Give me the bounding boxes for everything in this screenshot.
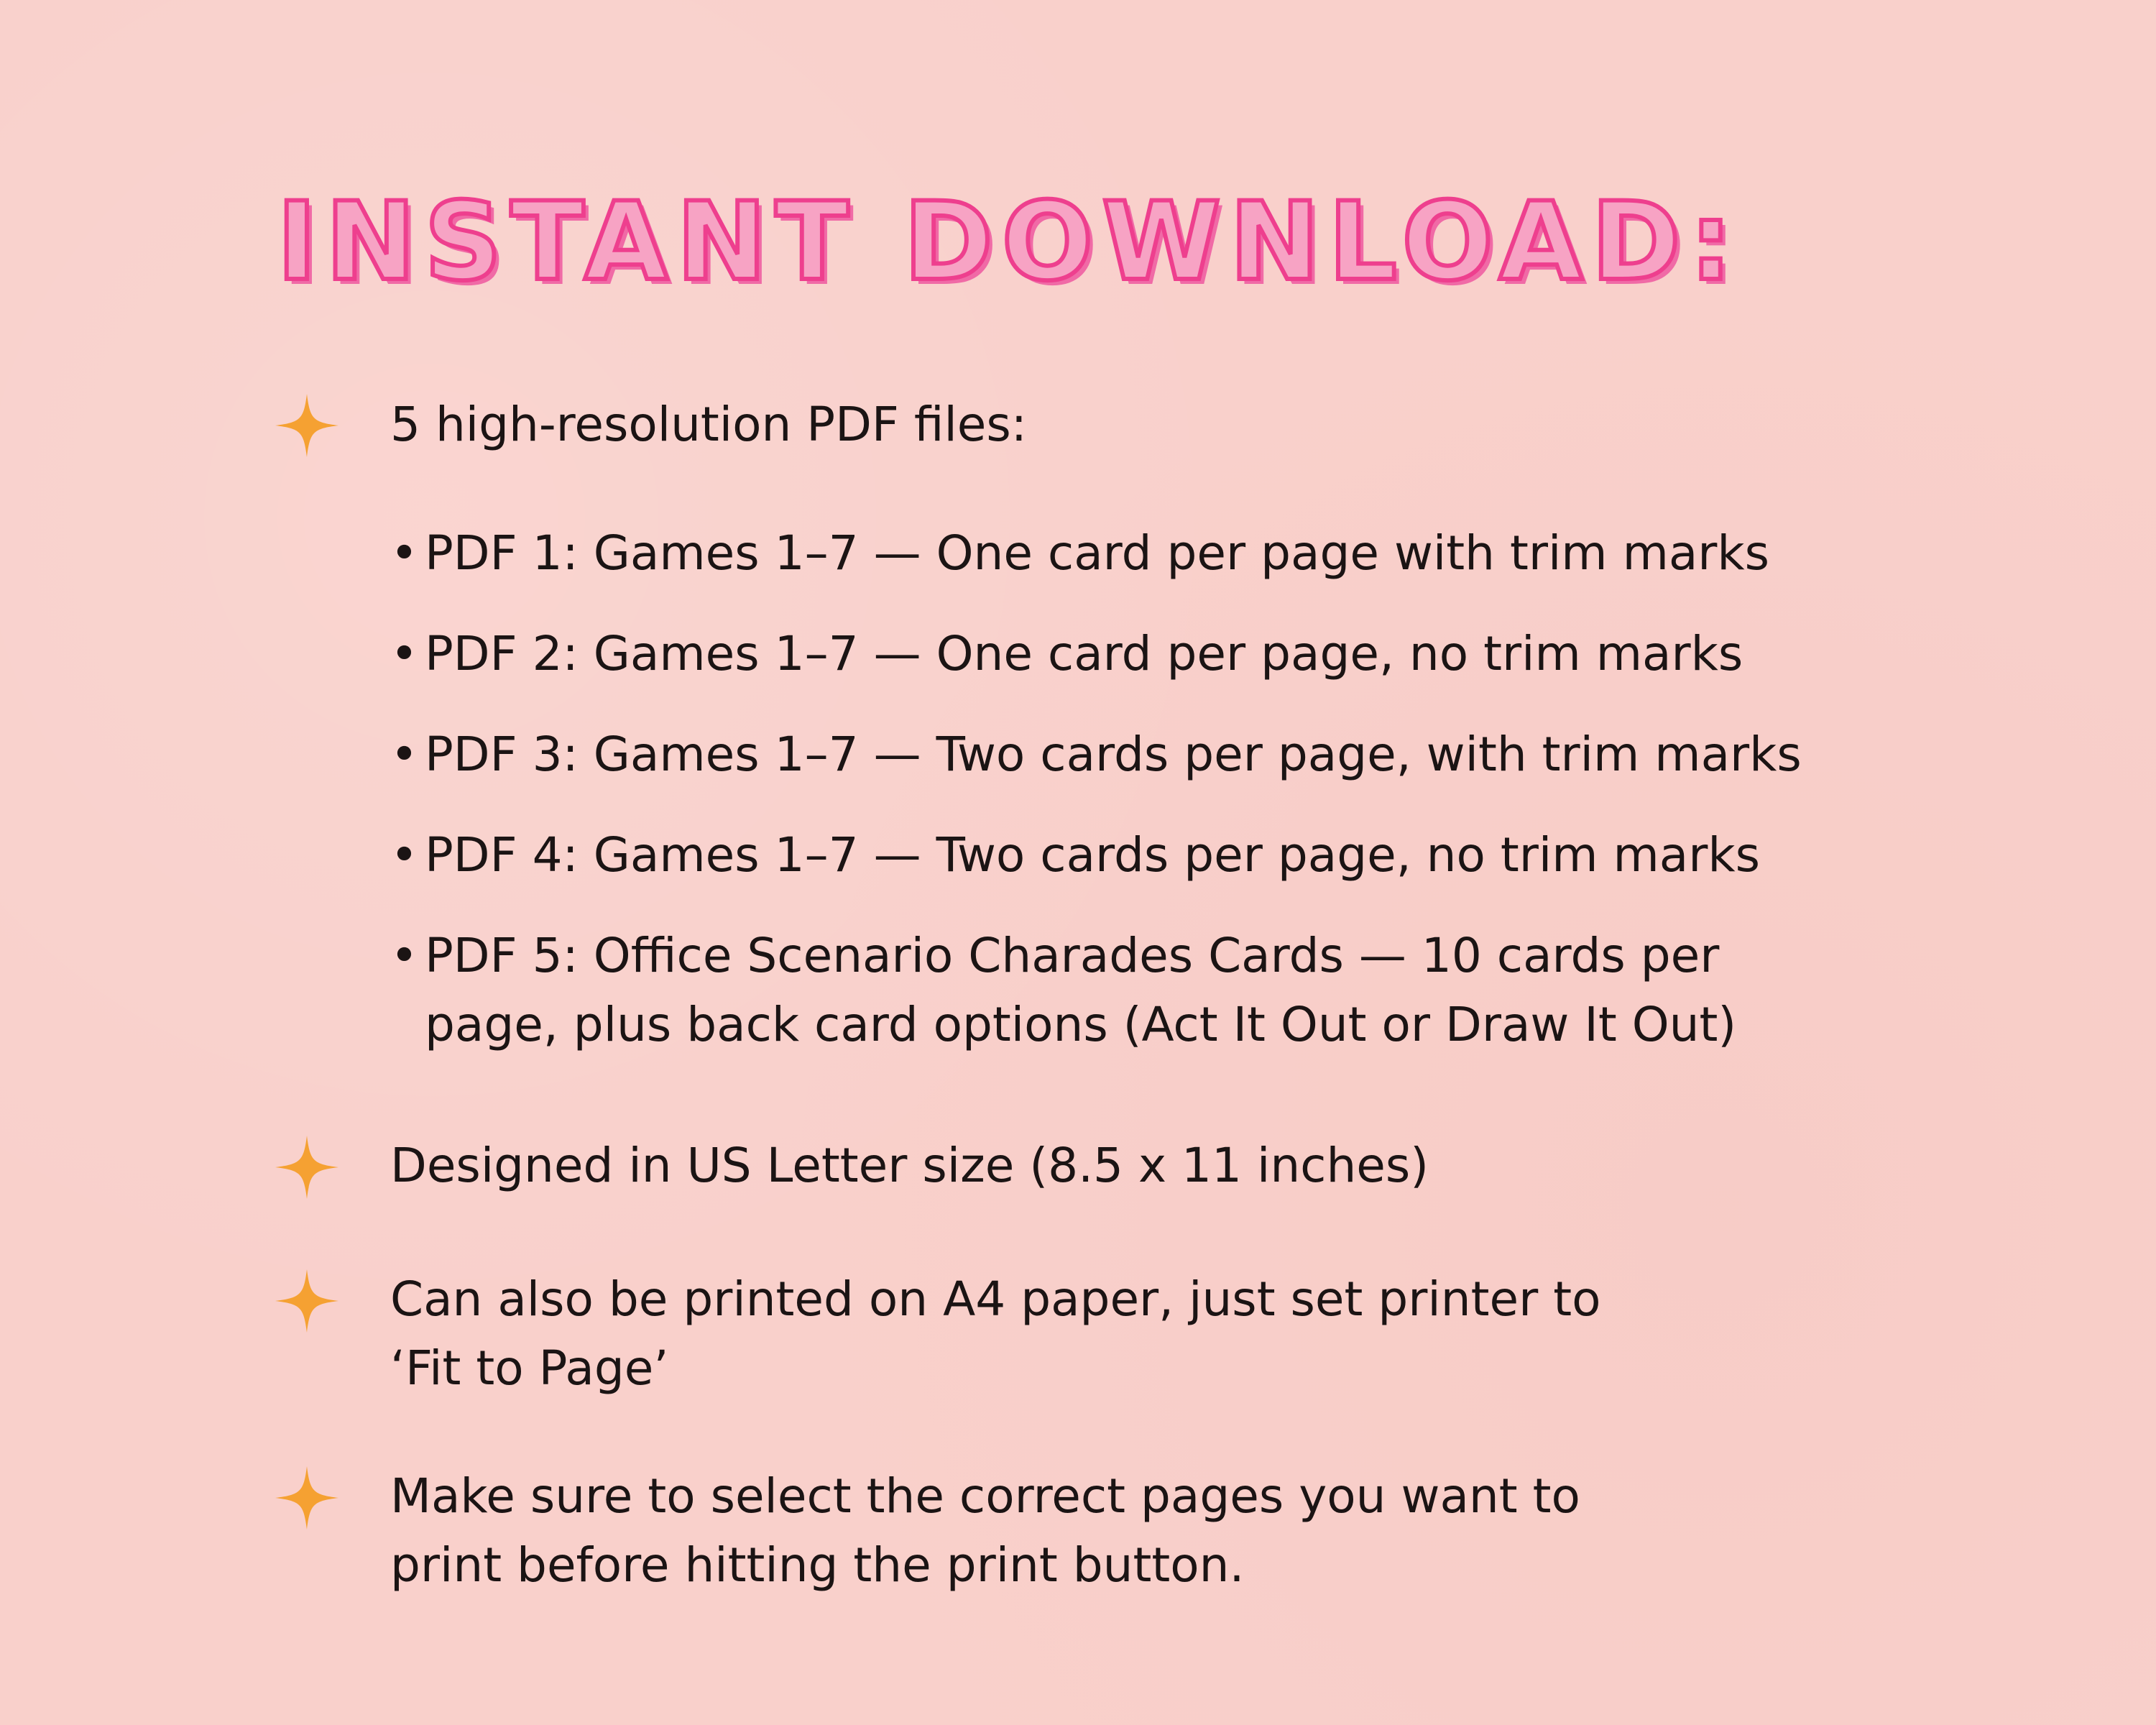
pdf-description: PDF 4: Games 1–7 — Two cards per page, no trim marks	[425, 827, 1760, 883]
bullet: •	[390, 827, 418, 883]
feature-text-line-2: print before hitting the print button.	[390, 1537, 1245, 1593]
pdf-description-line-1: PDF 5: Office Scenario Charades Cards — 10 cards per	[425, 928, 1720, 983]
pdf-description: PDF 2: Games 1–7 — One card per page, no trim marks	[425, 626, 1743, 681]
bullet: •	[390, 525, 418, 581]
sparkle-star-icon	[275, 1269, 338, 1333]
sparkle-star-icon	[275, 1466, 338, 1530]
bullet: •	[390, 626, 418, 681]
feature-text-line-1: Can also be printed on A4 paper, just set printer to	[390, 1271, 1601, 1327]
bullet: •	[390, 727, 418, 782]
pdf-description: PDF 1: Games 1–7 — One card per page with trim marks	[425, 525, 1770, 581]
sparkle-star-icon	[275, 1136, 338, 1199]
bullet: •	[390, 928, 418, 983]
feature-text-line-1: Make sure to select the correct pages you want to	[390, 1468, 1580, 1524]
page-title: INSTANT DOWNLOAD:	[277, 180, 1741, 305]
feature-text-line-2: ‘Fit to Page’	[390, 1340, 669, 1396]
pdf-description-line-2: page, plus back card options (Act It Out or Draw It Out)	[425, 997, 1737, 1052]
feature-text: 5 high-resolution PDF files:	[390, 397, 1028, 452]
pdf-description: PDF 3: Games 1–7 — Two cards per page, with trim marks	[425, 727, 1802, 782]
feature-text: Designed in US Letter size (8.5 x 11 inches)	[390, 1138, 1429, 1193]
sparkle-star-icon	[275, 394, 338, 457]
